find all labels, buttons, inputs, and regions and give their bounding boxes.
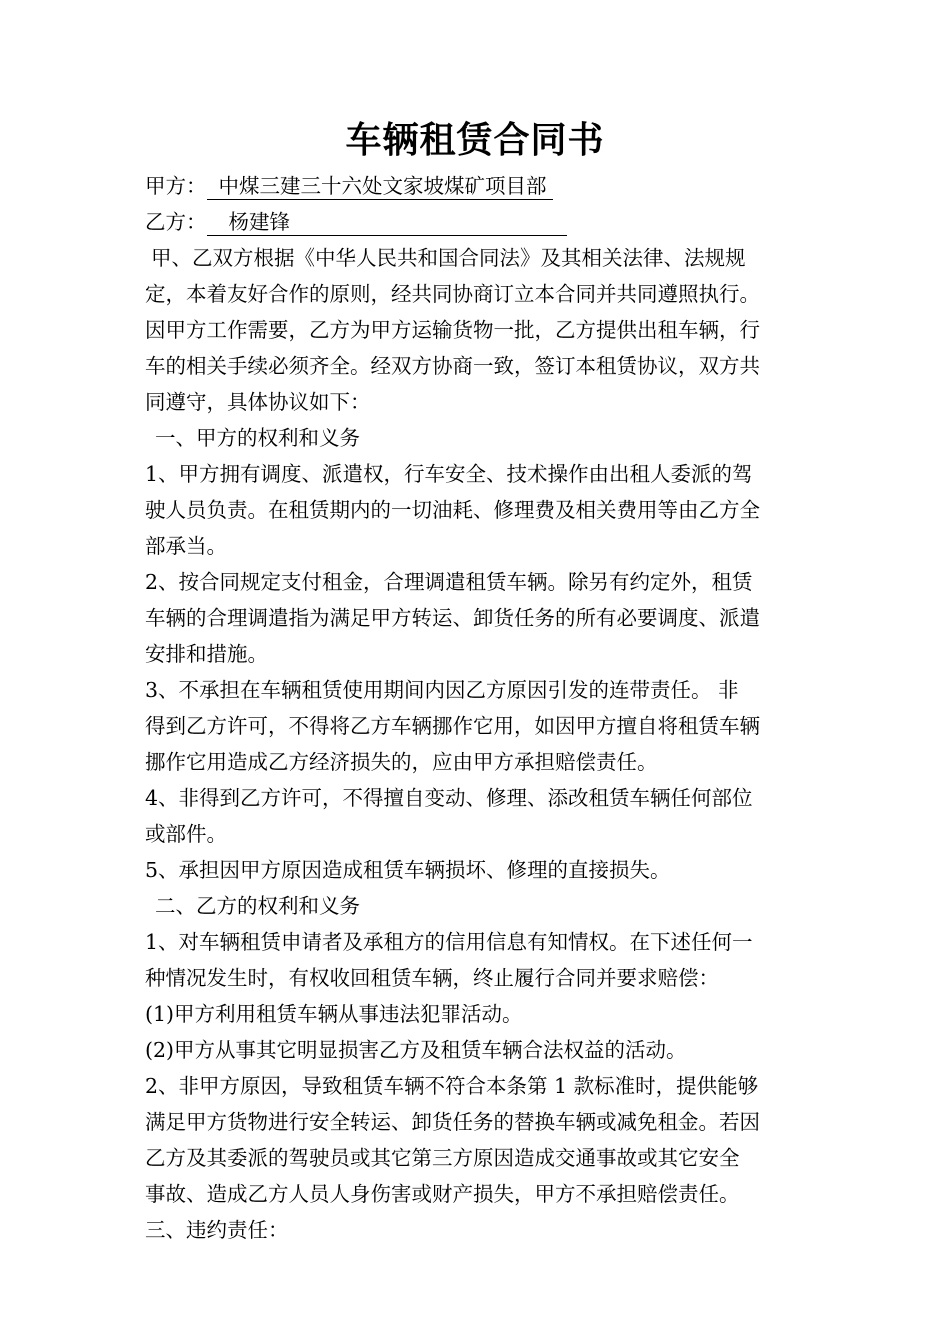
- text-line: 定，本着友好合作的原则，经共同协商订立本合同并共同遵照执行。: [145, 282, 760, 306]
- section-heading-breach: 三、违约责任：: [145, 1218, 289, 1242]
- text-line: 1、对车辆租赁申请者及承租方的信用信息有知情权。在下述任何一: [145, 930, 753, 954]
- text-line: 同遵守，具体协议如下：: [145, 390, 371, 414]
- party-a-line: [145, 168, 810, 204]
- text-line: (2)甲方从事其它明显损害乙方及租赁车辆合法权益的活动。: [145, 1038, 687, 1062]
- party-a-label: 甲方：: [145, 174, 207, 198]
- document-title: 车辆租赁合同书: [345, 119, 605, 161]
- party-b-line: [145, 204, 810, 240]
- text-line: 部承当。: [145, 534, 227, 558]
- text-line: 或部件。: [145, 822, 227, 846]
- text-line: 种情况发生时，有权收回租赁车辆，终止履行合同并要求赔偿：: [145, 966, 719, 990]
- text-line: 乙方及其委派的驾驶员或其它第三方原因造成交通事故或其它安全: [145, 1146, 740, 1170]
- party-b-label: 乙方：: [145, 210, 207, 234]
- text-line: 安排和措施。: [145, 642, 268, 666]
- text-line: 车的相关手续必须齐全。经双方协商一致，签订本租赁协议，双方共: [145, 354, 760, 378]
- text-line: 满足甲方货物进行安全转运、卸货任务的替换车辆或减免租金。若因: [145, 1110, 760, 1134]
- text-line: 得到乙方许可，不得将乙方车辆挪作它用，如因甲方擅自将租赁车辆: [145, 714, 760, 738]
- section-heading-party-b: 二、乙方的权利和义务: [155, 894, 360, 918]
- section-heading-party-a: 一、甲方的权利和义务: [155, 426, 360, 450]
- party-a-value: 中煤三建三十六处文家坡煤矿项目部: [207, 173, 553, 200]
- text-line: 驶人员负责。在租赁期内的一切油耗、修理费及相关费用等由乙方全: [145, 498, 760, 522]
- text-line: 甲、乙双方根据《中华人民共和国合同法》及其相关法律、法规规: [151, 246, 746, 270]
- text-line: 2、非甲方原因，导致租赁车辆不符合本条第 1 款标准时，提供能够: [145, 1074, 759, 1098]
- text-line: 1、甲方拥有调度、派遣权，行车安全、技术操作由出租人委派的驾: [145, 462, 753, 486]
- text-line: 事故、造成乙方人员人身伤害或财产损失，甲方不承担赔偿责任。: [145, 1182, 740, 1206]
- document-body: [145, 168, 810, 1248]
- text-line: 因甲方工作需要，乙方为甲方运输货物一批，乙方提供出租车辆，行: [145, 318, 760, 342]
- text-line: 4、非得到乙方许可，不得擅自变动、修理、添改租赁车辆任何部位: [145, 786, 753, 810]
- text-line: 挪作它用造成乙方经济损失的，应由甲方承担赔偿责任。: [145, 750, 658, 774]
- text-line: (1)甲方利用租赁车辆从事违法犯罪活动。: [145, 1002, 523, 1026]
- text-line: 车辆的合理调遣指为满足甲方转运、卸货任务的所有必要调度、派遣: [145, 606, 760, 630]
- party-b-value: 杨建锋: [207, 209, 567, 236]
- text-line: 3、不承担在车辆租赁使用期间内因乙方原因引发的连带责任。 非: [145, 678, 739, 702]
- text-line: 5、承担因甲方原因造成租赁车辆损坏、修理的直接损失。: [145, 858, 671, 882]
- text-line: 2、按合同规定支付租金，合理调遣租赁车辆。除另有约定外，租赁: [145, 570, 753, 594]
